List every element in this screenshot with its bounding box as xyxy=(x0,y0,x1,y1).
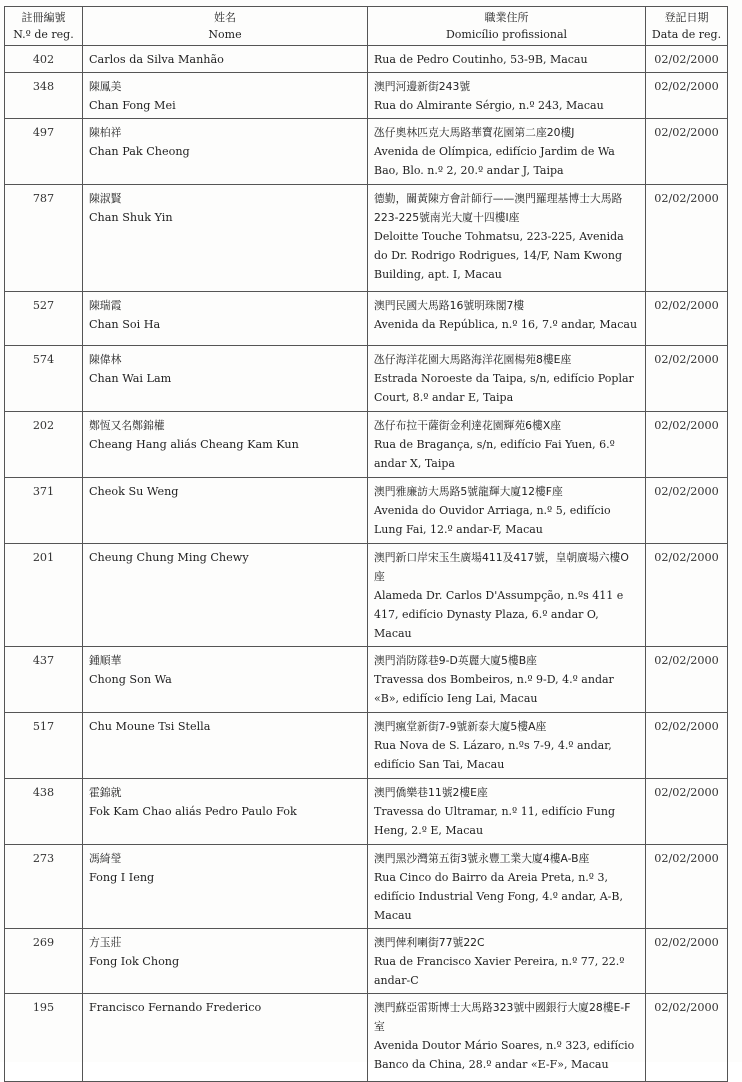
date-cell: 02/02/2000 xyxy=(646,544,728,647)
table-row xyxy=(5,478,728,544)
table-row xyxy=(5,346,728,412)
reg-number-cell: 273 xyxy=(5,845,83,929)
header-date: 登記日期 Data de reg. xyxy=(646,7,728,46)
registration-table xyxy=(4,6,728,1082)
reg-number-cell: 517 xyxy=(5,713,83,779)
address-cell xyxy=(368,544,646,647)
portuguese-text: Rua de Francisco Xavier Pereira, n.º 77, 22.º andar-C xyxy=(374,955,625,987)
reg-number-cell: 497 xyxy=(5,119,83,185)
portuguese-text: Chan Wai Lam xyxy=(89,372,172,385)
name-cell xyxy=(83,185,368,292)
chinese-text: 德勤，關黃陳方會計師行——澳門羅理基博士大馬路223-225號南光大廈十四樓I座 xyxy=(374,192,623,224)
address-cell xyxy=(368,185,646,292)
table-row xyxy=(5,119,728,185)
name-cell xyxy=(83,346,368,412)
address-cell xyxy=(368,478,646,544)
table-row xyxy=(5,929,728,994)
reg-number-cell: 201 xyxy=(5,544,83,647)
portuguese-text: Fong I Ieng xyxy=(89,871,155,884)
table-row xyxy=(5,46,728,73)
chinese-text: 澳門民國大馬路16號明珠閣7樓 xyxy=(374,299,525,312)
name-cell xyxy=(83,845,368,929)
table-row xyxy=(5,412,728,478)
table-row xyxy=(5,73,728,119)
address-cell xyxy=(368,845,646,929)
portuguese-text: Chan Soi Ha xyxy=(89,318,161,331)
header-reg-number: 註冊編號 N.º de reg. xyxy=(5,7,83,46)
address-cell xyxy=(368,412,646,478)
portuguese-text: Fong Iok Chong xyxy=(89,955,180,968)
chinese-text: 氹仔布拉干薩街金利達花園輝苑6樓X座 xyxy=(374,419,562,432)
date-cell: 02/02/2000 xyxy=(646,994,728,1082)
reg-number-cell: 402 xyxy=(5,46,83,73)
portuguese-text: Avenida da República, n.º 16, 7.º andar, Macau xyxy=(374,318,638,331)
address-cell xyxy=(368,346,646,412)
portuguese-text: Chan Shuk Yin xyxy=(89,211,173,224)
date-cell: 02/02/2000 xyxy=(646,46,728,73)
date-cell: 02/02/2000 xyxy=(646,73,728,119)
name-cell xyxy=(83,292,368,346)
name-cell xyxy=(83,119,368,185)
date-cell: 02/02/2000 xyxy=(646,779,728,845)
reg-number-cell: 371 xyxy=(5,478,83,544)
chinese-text: 鍾順華 xyxy=(89,654,122,667)
portuguese-text: Rua do Almirante Sérgio, n.º 243, Macau xyxy=(374,99,604,112)
reg-number-cell: 527 xyxy=(5,292,83,346)
portuguese-text: Avenida de Olímpica, edifício Jardim de Wa Bao, Blo. n.º 2, 20.º andar J, Taipa xyxy=(374,145,615,177)
reg-number-cell: 348 xyxy=(5,73,83,119)
chinese-text: 陳柏祥 xyxy=(89,126,122,139)
date-cell: 02/02/2000 xyxy=(646,478,728,544)
address-cell xyxy=(368,73,646,119)
chinese-text: 鄭恆又名鄭錦權 xyxy=(89,419,165,432)
chinese-text: 澳門蘇亞雷斯博士大馬路323號中國銀行大廈28樓E-F室 xyxy=(374,1001,631,1033)
address-cell xyxy=(368,929,646,994)
portuguese-text: Chu Moune Tsi Stella xyxy=(89,720,211,733)
reg-number-cell: 574 xyxy=(5,346,83,412)
date-cell: 02/02/2000 xyxy=(646,647,728,713)
table-row xyxy=(5,185,728,292)
portuguese-text: Cheang Hang aliás Cheang Kam Kun xyxy=(89,438,299,451)
address-cell xyxy=(368,779,646,845)
address-cell xyxy=(368,46,646,73)
table-row xyxy=(5,544,728,647)
name-cell xyxy=(83,544,368,647)
table-row xyxy=(5,647,728,713)
portuguese-text: Rua de Bragança, s/n, edifício Fai Yuen, 6.º andar X, Taipa xyxy=(374,438,615,470)
reg-number-cell: 202 xyxy=(5,412,83,478)
table-row xyxy=(5,994,728,1082)
address-cell xyxy=(368,713,646,779)
portuguese-text: Carlos da Silva Manhão xyxy=(89,53,224,66)
chinese-text: 澳門新口岸宋玉生廣場411及417號，皇朝廣場六樓O座 xyxy=(374,551,629,583)
name-cell xyxy=(83,46,368,73)
header-address: 職業住所 Domicílio profissional xyxy=(368,7,646,46)
table-row xyxy=(5,292,728,346)
name-cell xyxy=(83,994,368,1082)
portuguese-text: Rua Cinco do Bairro da Areia Preta, n.º 3, edifício Industrial Veng Fong, 4.º andar, A-B, Macau xyxy=(374,871,623,922)
address-cell xyxy=(368,292,646,346)
table-row xyxy=(5,779,728,845)
chinese-text: 澳門黑沙灣第五街3號永豐工業大廈4樓A-B座 xyxy=(374,852,590,865)
portuguese-text: Rua Nova de S. Lázaro, n.ºs 7-9, 4.º andar, edifício San Tai, Macau xyxy=(374,739,612,771)
chinese-text: 陳淑賢 xyxy=(89,192,122,205)
portuguese-text: Francisco Fernando Frederico xyxy=(89,1001,262,1014)
chinese-text: 氹仔奧林匹克大馬路華寶花園第二座20樓J xyxy=(374,126,575,139)
portuguese-text: Alameda Dr. Carlos D'Assumpção, n.ºs 411 e 417, edifício Dynasty Plaza, 6.º andar O, Macau xyxy=(374,589,624,640)
portuguese-text: Chong Son Wa xyxy=(89,673,172,686)
name-cell xyxy=(83,929,368,994)
date-cell: 02/02/2000 xyxy=(646,845,728,929)
date-cell: 02/02/2000 xyxy=(646,713,728,779)
portuguese-text: Rua de Pedro Coutinho, 53-9B, Macau xyxy=(374,53,588,66)
name-cell xyxy=(83,412,368,478)
portuguese-text: Estrada Noroeste da Taipa, s/n, edifício Poplar Court, 8.º andar E, Taipa xyxy=(374,372,634,404)
chinese-text: 霍錦就 xyxy=(89,786,122,799)
date-cell: 02/02/2000 xyxy=(646,929,728,994)
date-cell: 02/02/2000 xyxy=(646,346,728,412)
name-cell xyxy=(83,779,368,845)
date-cell: 02/02/2000 xyxy=(646,185,728,292)
chinese-text: 澳門消防隊巷9-D英麗大廈5樓B座 xyxy=(374,654,537,667)
chinese-text: 陳瑞霞 xyxy=(89,299,122,312)
table-row xyxy=(5,845,728,929)
portuguese-text: Travessa dos Bombeiros, n.º 9-D, 4.º andar «B», edifício Ieng Lai, Macau xyxy=(374,673,614,705)
reg-number-cell: 438 xyxy=(5,779,83,845)
chinese-text: 方玉莊 xyxy=(89,936,122,949)
portuguese-text: Deloitte Touche Tohmatsu, 223-225, Avenida do Dr. Rodrigo Rodrigues, 14/F, Nam Kwong Building, apt. I, Macau xyxy=(374,230,624,281)
portuguese-text: Avenida do Ouvidor Arriaga, n.º 5, edifício Lung Fai, 12.º andar-F, Macau xyxy=(374,504,611,536)
chinese-text: 馮綺瑩 xyxy=(89,852,122,865)
chinese-text: 澳門河邊新街243號 xyxy=(374,80,471,93)
date-cell: 02/02/2000 xyxy=(646,119,728,185)
header-name: 姓名 Nome xyxy=(83,7,368,46)
name-cell xyxy=(83,647,368,713)
table-row xyxy=(5,713,728,779)
table-header-row xyxy=(5,7,728,46)
portuguese-text: Cheok Su Weng xyxy=(89,485,179,498)
portuguese-text: Chan Pak Cheong xyxy=(89,145,190,158)
portuguese-text: Travessa do Ultramar, n.º 11, edifício Fung Heng, 2.º E, Macau xyxy=(374,805,615,837)
portuguese-text: Avenida Doutor Mário Soares, n.º 323, edifício Banco da China, 28.º andar «E-F», Macau xyxy=(374,1039,635,1071)
chinese-text: 氹仔海洋花園大馬路海洋花園楊苑8樓E座 xyxy=(374,353,572,366)
address-cell xyxy=(368,994,646,1082)
portuguese-text: Cheung Chung Ming Chewy xyxy=(89,551,249,564)
reg-number-cell: 195 xyxy=(5,994,83,1082)
date-cell: 02/02/2000 xyxy=(646,292,728,346)
chinese-text: 陳偉林 xyxy=(89,353,122,366)
chinese-text: 陳鳳美 xyxy=(89,80,122,93)
chinese-text: 澳門雅廉訪大馬路5號龍輝大廈12樓F座 xyxy=(374,485,563,498)
portuguese-text: Chan Fong Mei xyxy=(89,99,176,112)
address-cell xyxy=(368,647,646,713)
date-cell: 02/02/2000 xyxy=(646,412,728,478)
reg-number-cell: 787 xyxy=(5,185,83,292)
chinese-text: 澳門僑樂巷11號2樓E座 xyxy=(374,786,488,799)
chinese-text: 澳門瘋堂新街7-9號新泰大廈5樓A座 xyxy=(374,720,547,733)
portuguese-text: Fok Kam Chao aliás Pedro Paulo Fok xyxy=(89,805,297,818)
name-cell xyxy=(83,478,368,544)
name-cell xyxy=(83,713,368,779)
chinese-text: 澳門俾利喇街77號22C xyxy=(374,936,485,949)
reg-number-cell: 437 xyxy=(5,647,83,713)
address-cell xyxy=(368,119,646,185)
name-cell xyxy=(83,73,368,119)
reg-number-cell: 269 xyxy=(5,929,83,994)
